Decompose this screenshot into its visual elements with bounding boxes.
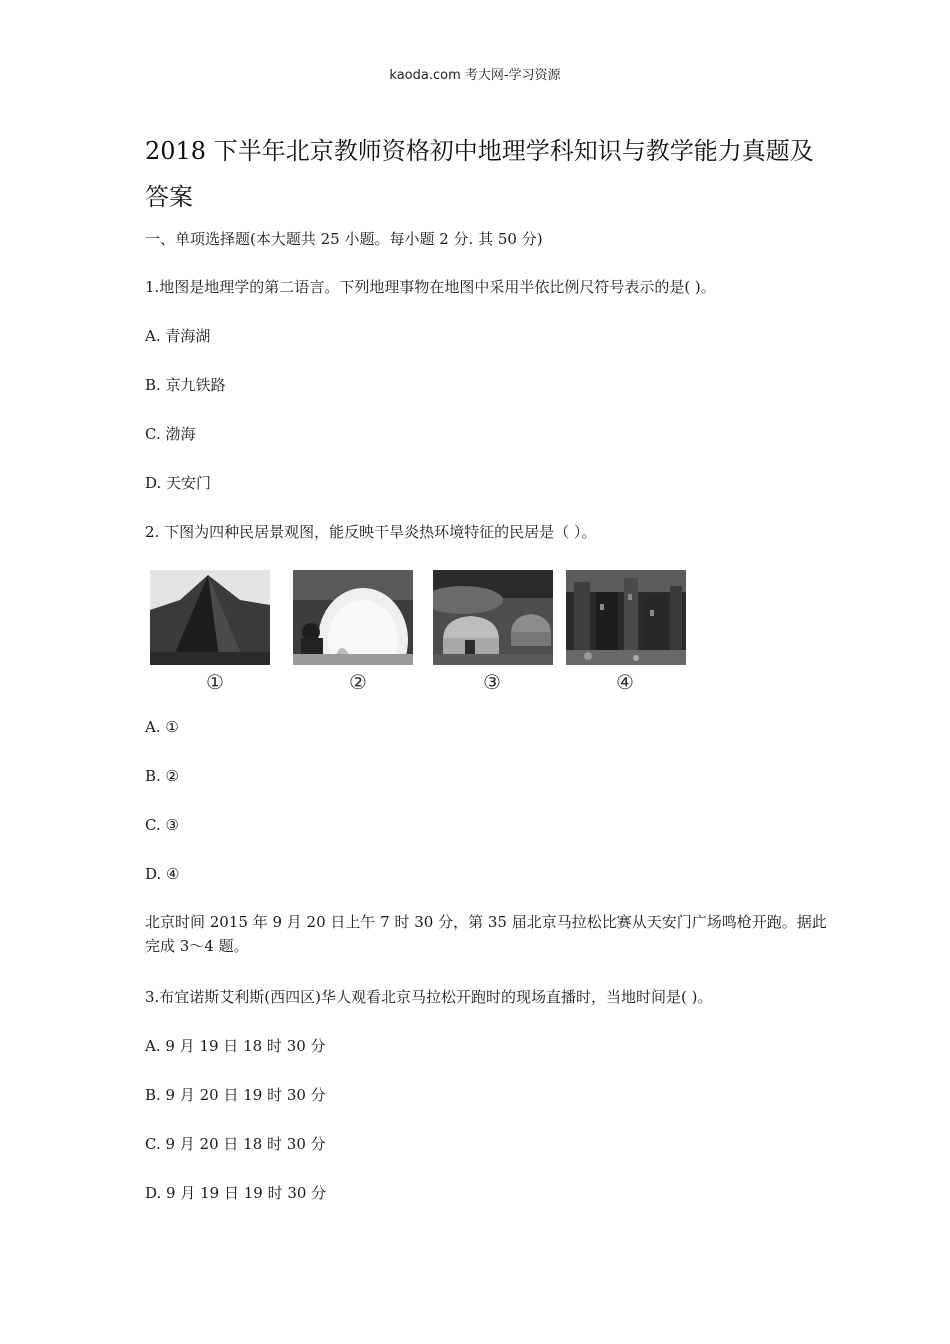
dwelling-photo-1: [150, 570, 270, 665]
question-2-stem: 2. 下图为四种民居景观图，能反映干旱炎热环境特征的民居是（ ）。: [145, 523, 597, 541]
passage-3-4: 北京时间 2015 年 9 月 20 日上午 7 时 30 分，第 35 届北京马拉松比赛从天安门广场鸣枪开跑。据此完成 3～4 题。: [145, 913, 827, 955]
question-3-option-d: D. 9 月 19 日 19 时 30 分: [145, 1184, 327, 1202]
question-1-option-b: B. 京九铁路: [145, 376, 226, 394]
question-3-option-a: A. 9 月 19 日 18 时 30 分: [145, 1037, 326, 1055]
dwelling-photo-2: [293, 570, 413, 665]
question-1-option-a: A. 青海湖: [145, 327, 211, 345]
question-3-stem: 3.布宜诺斯艾利斯(西四区)华人观看北京马拉松开跑时的现场直播时，当地时间是( )。: [145, 988, 713, 1006]
question-1-stem: 1.地图是地理学的第二语言。下列地理事物在地图中采用半依比例尺符号表示的是( )。: [145, 278, 716, 296]
document-title: 2018 下半年北京教师资格初中地理学科知识与教学能力真题及答案: [145, 137, 814, 211]
question-2-option-d: D. ④: [145, 865, 180, 883]
figure-label-1: ①: [206, 670, 224, 694]
question-1-option-c: C. 渤海: [145, 425, 196, 443]
question-2-option-b: B. ②: [145, 767, 180, 785]
figure-label-3: ③: [483, 670, 501, 694]
dwelling-figure: [150, 570, 690, 695]
page-header: kaoda.com 考大网-学习资源: [389, 68, 561, 83]
question-2-option-a: A. ①: [145, 718, 179, 736]
question-2-option-c: C. ③: [145, 816, 179, 834]
question-3-option-c: C. 9 月 20 日 18 时 30 分: [145, 1135, 326, 1153]
section-heading: 一、单项选择题(本大题共 25 小题。每小题 2 分. 其 50 分): [145, 230, 543, 248]
figure-label-4: ④: [616, 670, 634, 694]
dwelling-photo-3: [433, 570, 553, 665]
question-1-option-d: D. 天安门: [145, 474, 212, 492]
dwelling-photo-4: [566, 570, 686, 665]
question-3-option-b: B. 9 月 20 日 19 时 30 分: [145, 1086, 326, 1104]
figure-label-2: ②: [349, 670, 367, 694]
